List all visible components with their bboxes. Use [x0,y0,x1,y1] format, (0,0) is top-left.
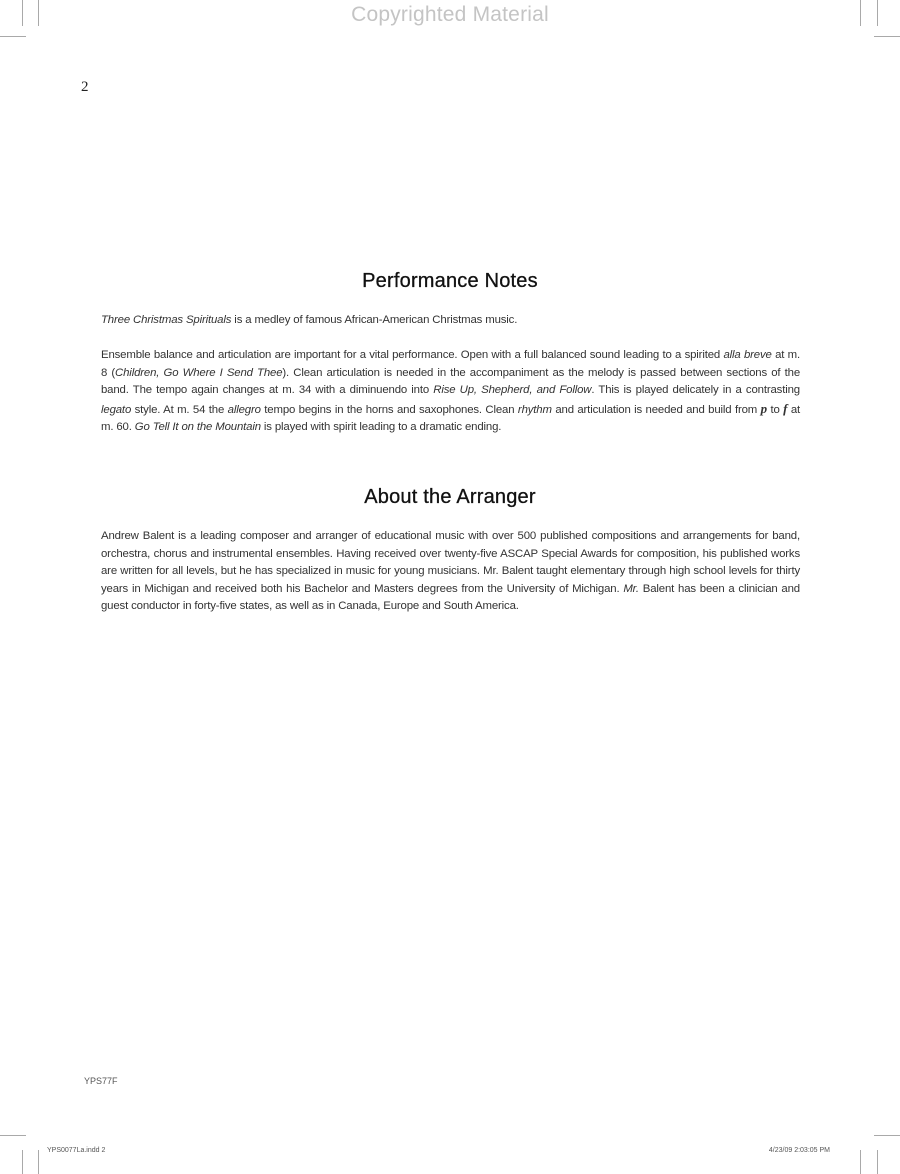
about-arranger-body [101,528,800,616]
slug-timestamp: 4/23/09 2:03:05 PM [768,1147,830,1154]
performance-notes-heading: Performance Notes [362,270,538,292]
body-text: style. At m. 54 the [131,403,228,416]
about-arranger-heading: About the Arranger [364,486,536,508]
dynamic-piano-symbol: p [760,400,767,416]
body-text: is played with spirit leading to a dramatic ending. [260,421,502,434]
body-text: Balent has been a clinician and guest conductor in forty-five states, as well as in Canada, Europe and South America. [101,582,800,613]
slug-filename: YPS0077La.indd 2 [47,1147,106,1154]
body-text: ). Clean articulation is needed in the accompaniment as the melody is passed between sections of the band. The tempo again changes at m. 34 with a diminuendo into [101,366,801,397]
copyright-watermark: Copyrighted Material [351,3,549,26]
body-text: Andrew Balent is a leading composer and arranger of educational music with over 500 published compositions and arrangements for band, orchestra, chorus and instrumental ensembles. Having received over twenty-five ASCAP Special Awards for composition, his published works are written for all levels, but he has specialized in music for young musicians. Mr. Balent taught elementary through high school levels for thirty years in Michigan and received both his Bachelor and Masters degrees from the University of Michigan. [101,530,800,595]
body-italic: Children, Go Where I Send Thee [115,366,283,379]
crop-mark-bottom-right-v [860,1150,861,1174]
body-text: and articulation is needed and build from [551,403,761,416]
body-italic: Rise Up, Shepherd, and Follow [433,384,592,397]
body-text: at m. 60. [101,403,801,434]
crop-mark-top-left-h [0,36,26,37]
crop-mark-bottom-right-v2 [877,1150,878,1174]
intro-title-italic: Three Christmas Spirituals [101,314,232,326]
body-italic: rhythm [517,403,552,416]
performance-notes-intro [101,312,800,330]
performance-notes-body [101,347,800,437]
intro-text: is a medley of famous African-American Christmas music. [231,314,518,326]
body-italic: allegro [227,403,261,416]
body-text: at m. 8 ( [101,349,800,379]
body-italic: alla breve [723,349,772,361]
crop-mark-bottom-right-h [874,1135,900,1136]
crop-mark-top-right-h [874,36,900,37]
body-italic: legato [101,403,132,416]
body-italic: Go Tell It on the Mountain [134,421,261,434]
catalog-number: YPS77F [84,1076,118,1086]
body-text: tempo begins in the horns and saxophones. Clean [260,403,518,416]
body-italic: Mr. [623,582,639,595]
page-number: 2 [81,79,89,95]
crop-mark-bottom-left-v [22,1150,23,1174]
body-text: Ensemble balance and articulation are important for a vital performance. Open with a full balanced sound leading to a spirited [101,349,724,361]
dynamic-forte-symbol: f [783,400,788,416]
crop-mark-bottom-left-h [0,1135,26,1136]
body-text: to [766,403,784,416]
body-text: . This is played delicately in a contrasting [591,384,800,397]
crop-mark-bottom-left-v2 [38,1150,39,1174]
